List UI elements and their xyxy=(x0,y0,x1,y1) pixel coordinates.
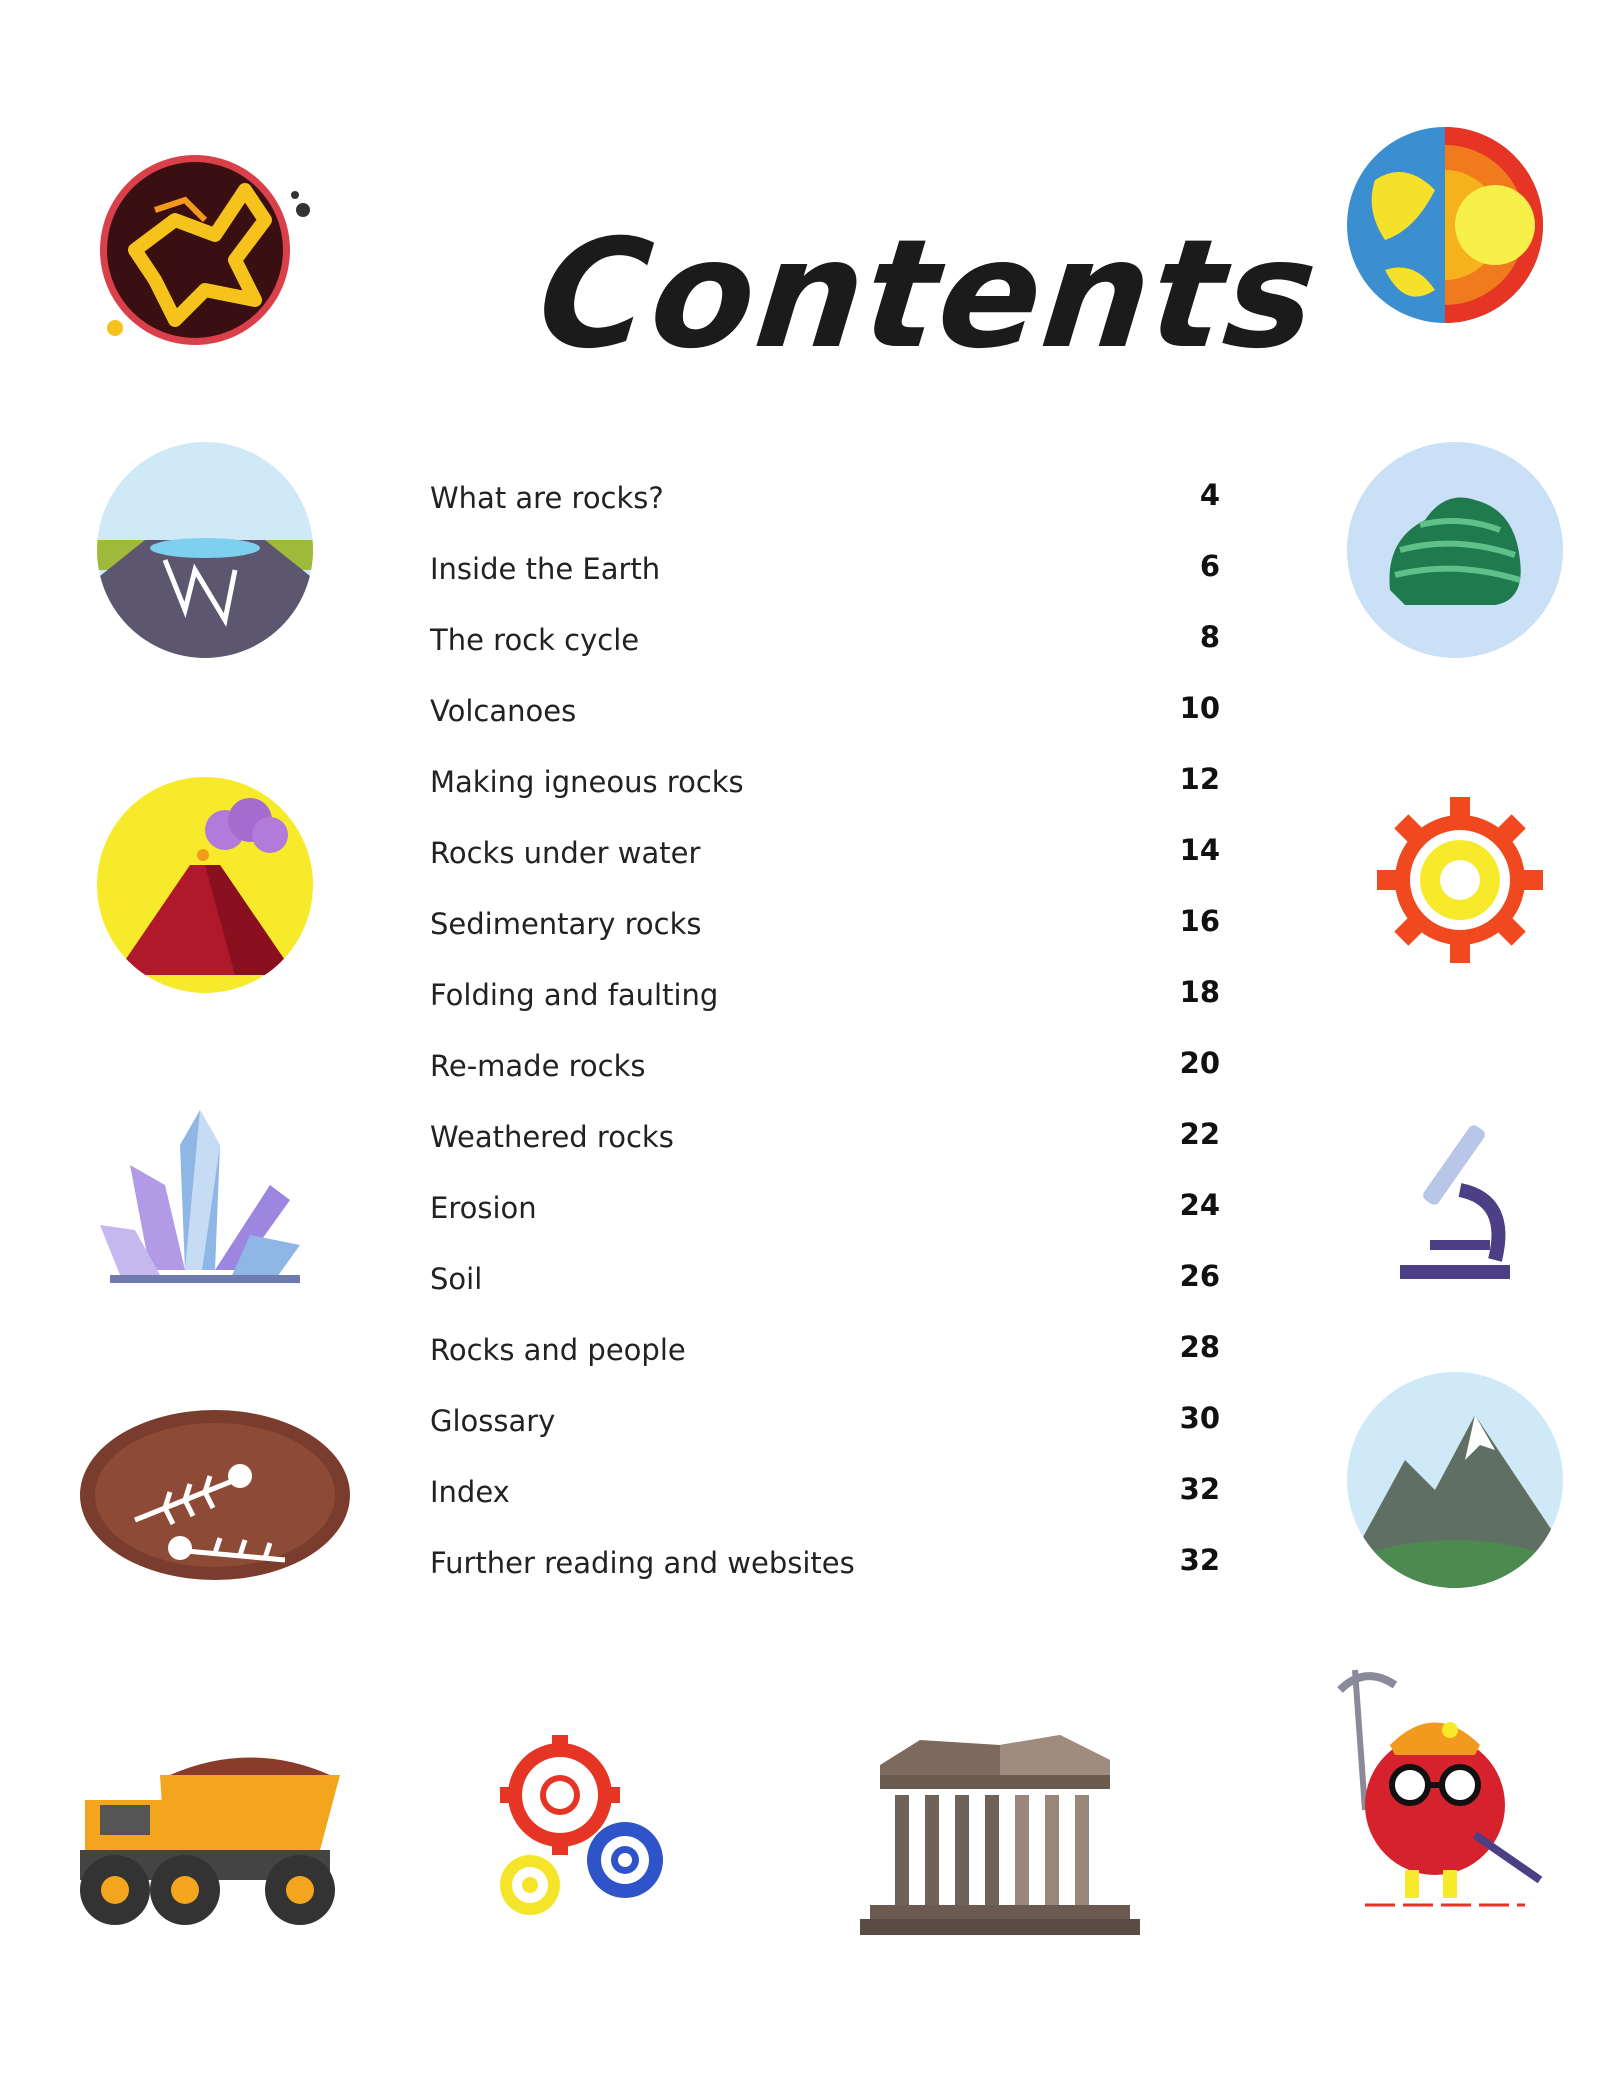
malachite-rock-icon xyxy=(1345,440,1565,660)
toc-entry-page: 12 xyxy=(1179,762,1220,796)
toc-entry-page: 8 xyxy=(1199,620,1220,654)
rock-character-icon xyxy=(1325,1660,1565,1920)
toc-entry-title: Sedimentary rocks xyxy=(430,907,702,941)
toc-entry-page: 16 xyxy=(1179,904,1220,938)
toc-entry[interactable] xyxy=(420,1254,1220,1304)
toc-entry-page: 28 xyxy=(1179,1330,1220,1364)
erupting-volcano-icon xyxy=(95,775,315,995)
toc-entry-page: 20 xyxy=(1179,1046,1220,1080)
toc-entry-title: Soil xyxy=(430,1262,483,1296)
toc-entry-title: What are rocks? xyxy=(430,481,664,515)
toc-entry-title: Inside the Earth xyxy=(430,552,661,586)
toc-entry[interactable] xyxy=(420,1538,1220,1588)
toc-entry-title: Re-made rocks xyxy=(430,1049,646,1083)
toc-entry-page: 30 xyxy=(1179,1401,1220,1435)
toc-entry-title: Volcanoes xyxy=(430,694,577,728)
toc-entry-title: Rocks under water xyxy=(430,836,701,870)
toc-entry[interactable] xyxy=(420,1467,1220,1517)
toc-entry[interactable] xyxy=(420,970,1220,1020)
earth-layers-icon xyxy=(1345,120,1565,330)
fossil-fish-icon xyxy=(75,1400,355,1590)
toc-entry-title: The rock cycle xyxy=(430,623,640,657)
crystal-cluster-icon xyxy=(90,1105,310,1295)
gears-icon xyxy=(490,1735,680,1925)
toc-entry[interactable] xyxy=(420,1325,1220,1375)
toc-entry-page: 10 xyxy=(1179,691,1220,725)
toc-entry[interactable] xyxy=(420,899,1220,949)
toc-entry-page: 26 xyxy=(1179,1259,1220,1293)
dump-truck-icon xyxy=(70,1730,350,1930)
toc-entry[interactable] xyxy=(420,686,1220,736)
toc-entry-title: Making igneous rocks xyxy=(430,765,744,799)
toc-entry[interactable] xyxy=(420,1396,1220,1446)
toc-entry[interactable] xyxy=(420,473,1220,523)
toc-entry[interactable] xyxy=(420,615,1220,665)
toc-entry[interactable] xyxy=(420,1183,1220,1233)
toc-entry[interactable] xyxy=(420,828,1220,878)
toc-entry-page: 14 xyxy=(1179,833,1220,867)
parthenon-icon xyxy=(860,1715,1140,1945)
toc-entry-title: Weathered rocks xyxy=(430,1120,674,1154)
toc-entry-title: Folding and faulting xyxy=(430,978,719,1012)
toc-entry-page: 24 xyxy=(1179,1188,1220,1222)
sun-gear-icon xyxy=(1375,795,1545,965)
toc-entry-page: 32 xyxy=(1179,1543,1220,1577)
toc-entry-title: Glossary xyxy=(430,1404,556,1438)
toc-entry-title: Erosion xyxy=(430,1191,537,1225)
toc-entry[interactable] xyxy=(420,1112,1220,1162)
toc-entry[interactable] xyxy=(420,544,1220,594)
toc-entry-title: Further reading and websites xyxy=(430,1546,855,1580)
toc-entry-title: Index xyxy=(430,1475,510,1509)
toc-entry-page: 6 xyxy=(1199,549,1220,583)
crater-lake-icon xyxy=(95,440,315,660)
page-title: Contents xyxy=(530,208,1327,382)
toc-entry[interactable] xyxy=(420,757,1220,807)
toc-entry-page: 4 xyxy=(1199,478,1220,512)
toc-entry[interactable] xyxy=(420,1041,1220,1091)
microscope-icon xyxy=(1390,1110,1520,1290)
toc-entry-page: 32 xyxy=(1179,1472,1220,1506)
toc-entry-page: 18 xyxy=(1179,975,1220,1009)
mountain-peak-icon xyxy=(1345,1370,1565,1590)
lava-rock-icon xyxy=(95,150,325,350)
toc-entry-page: 22 xyxy=(1179,1117,1220,1151)
toc-entry-title: Rocks and people xyxy=(430,1333,686,1367)
